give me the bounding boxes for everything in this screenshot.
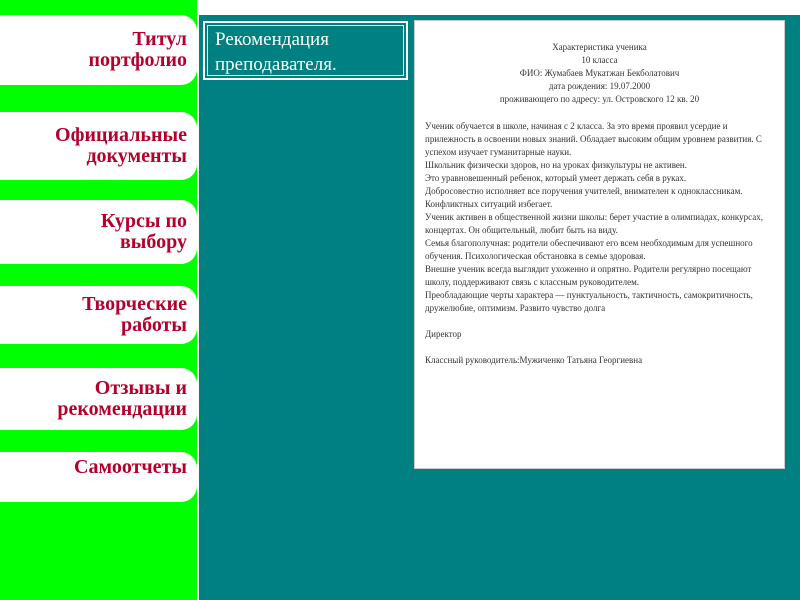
nav-button-title-portfolio[interactable]: [0, 15, 197, 85]
document-address: проживающего по адресу: ул. Островского 12 кв. 20: [499, 94, 700, 104]
nav-button-self-reports[interactable]: [0, 452, 197, 502]
document-student-name: ФИО: Жумабаев Мукатжан Бекболатович: [519, 68, 680, 78]
document-header: [415, 41, 784, 106]
nav-button-elective-courses[interactable]: [0, 200, 197, 264]
document-class: 10 класса: [581, 55, 618, 65]
nav-button-label: Творческие работы: [82, 293, 187, 336]
recommendation-document: [414, 20, 785, 469]
document-birth-date: дата рождения: 19.07.2000: [548, 81, 651, 91]
nav-button-label: Титул портфолио: [88, 28, 187, 71]
nav-button-creative-works[interactable]: [0, 286, 197, 344]
nav-button-official-documents[interactable]: [0, 112, 197, 180]
document-body: Ученик обучается в школе, начиная с 2 класса. За это время проявил усердие и прилежность в освоении новых знаний. Обладает высоким общим уровнем развития. С успехом изучает гуманитарные науки. Школьник физически здоров, но на уроках физкультуры не активен. Это уравновешенный ребенок, который умеет держать себя в руках. Добросовестно исполняет все поручения учителей, внимателен к одноклассникам. Конфликтных ситуаций избегает. Ученик активен в общественной жизни школы: берет участие в олимпиадах, конкурсах, концертах. Он общительный, любит быть на виду. Семья благополучная: родители обеспечивают его всем необходимым для успешного обучения. Психологическая обстановка в семье здоровая. Внешне ученик всегда выглядит ухоженно и опрятно. Родители регулярно посещают школу, поддерживают связь с классным руководителем. Преобладающие черты характера — пунктуальность, тактичность, самокритичность, дружелюбие, оптимизм. Развито чувство долга Директор Классный руководитель:Мужиченко Татьяна Георгиевна: [425, 121, 763, 365]
page-title: Рекомендация преподавателя.: [203, 21, 408, 80]
nav-button-label: Самоотчеты: [74, 456, 187, 478]
nav-button-label: Отзывы и рекомендации: [57, 377, 187, 420]
nav-button-label: Официальные документы: [55, 124, 187, 167]
nav-button-label: Курсы по выбору: [100, 210, 187, 253]
document-heading: Характеристика ученика: [552, 42, 647, 52]
nav-button-reviews-recommendations[interactable]: [0, 368, 197, 430]
